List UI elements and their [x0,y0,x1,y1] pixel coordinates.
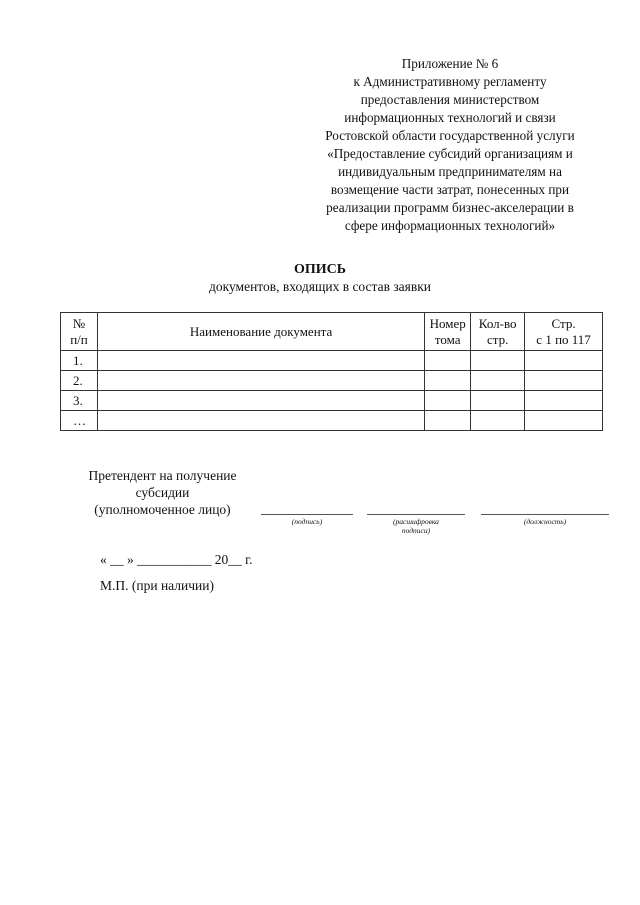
header-pages [525,313,603,351]
applicant-line2: субсидии [135,485,190,500]
row-pages-cell [525,411,603,431]
table-row [61,391,603,411]
row-name-cell [97,391,424,411]
row-pages-cell [525,351,603,371]
document-subtitle: документов, входящих в состав заявки [208,279,432,294]
date-line: « __ » ___________ 20__ г. [100,552,253,567]
appendix-line: реализации программ бизнес-акселерации в [326,200,574,215]
appendix-line: сфере информационных технологий» [344,218,556,233]
row-count-cell [471,371,525,391]
appendix-header [300,55,600,235]
applicant-line1: Претендент на получение [88,468,237,483]
documents-table [60,312,603,431]
header-volume-line2: тома [434,331,461,347]
signature-decode-label-line2: подписи) [401,526,431,535]
row-name-cell [97,371,424,391]
table-row [61,371,603,391]
row-volume-cell [425,411,471,431]
header-num-line2: п/п [70,331,88,347]
appendix-line: к Административному регламенту [353,74,547,89]
appendix-line: Ростовской области государственной услуги [325,128,575,143]
header-num-line1: № [72,315,86,331]
signature-label: (подпись) [291,517,323,526]
row-num: … [61,411,98,431]
row-name-cell [97,411,424,431]
row-num: 3. [61,391,98,411]
applicant-line3: (уполномоченное лицо) [94,502,231,517]
header-pages-line1: Стр. [551,315,576,331]
position-line [481,514,609,515]
signature-decode-label-line1: (расшифровка [393,517,439,526]
row-volume-cell [425,391,471,411]
table-header-row [61,313,603,351]
appendix-line: индивидуальным предпринимателям на [338,164,562,179]
header-num [61,313,98,351]
signature-decode-line [367,514,465,515]
appendix-line: возмещение части затрат, понесенных при [330,182,570,197]
appendix-line: предоставления министерством [360,92,540,107]
appendix-line: Приложение № 6 [401,56,499,71]
row-pages-cell [525,371,603,391]
header-volume-line1: Номер [429,315,466,331]
appendix-line: «Предоставление субсидий организациям и [327,146,573,161]
table-row [61,411,603,431]
document-title: ОПИСЬ [293,262,347,277]
row-name-cell [97,351,424,371]
header-count-line1: Кол-во [478,315,517,331]
row-volume-cell [425,351,471,371]
header-volume [425,313,471,351]
signature-line [261,514,353,515]
row-num: 1. [61,351,98,371]
applicant-label [60,467,265,518]
table-row [61,351,603,371]
row-count-cell [471,411,525,431]
row-count-cell [471,351,525,371]
position-label: (должность) [523,517,567,526]
header-name: Наименование документа [97,313,424,351]
row-num: 2. [61,371,98,391]
header-count-line2: стр. [486,331,509,347]
row-volume-cell [425,371,471,391]
header-pages-line2: с 1 по 117 [536,331,591,347]
row-pages-cell [525,391,603,411]
stamp-note: М.П. (при наличии) [100,578,214,593]
signature-decode-label [367,517,465,535]
row-count-cell [471,391,525,411]
header-count [471,313,525,351]
appendix-line: информационных технологий и связи [344,110,556,125]
